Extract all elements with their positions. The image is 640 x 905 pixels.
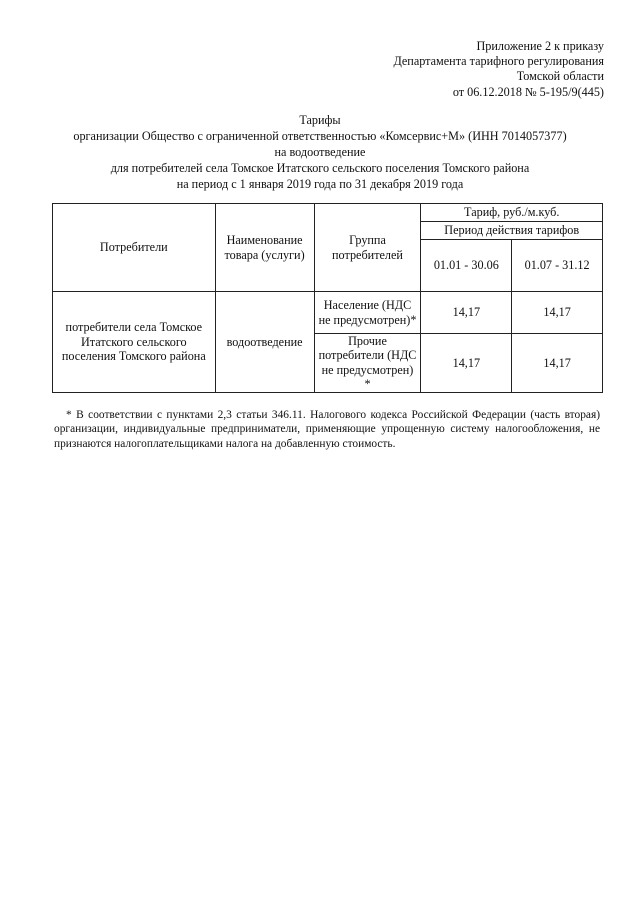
appendix-line: Приложение 2 к приказу: [476, 39, 604, 53]
header-product: Наименование товара (услуги): [215, 204, 314, 292]
header-tariff: Тариф, руб./м.куб.: [421, 204, 603, 222]
document-title: [40, 112, 600, 192]
tariff-value-cell: 14,17: [512, 292, 603, 334]
consumer-cell: потребители села Томское Итатского сельского поселения Томского района: [53, 292, 216, 393]
period-line: на период с 1 января 2019 года по 31 декабря 2019 года: [176, 177, 464, 191]
header-consumers: Потребители: [53, 204, 216, 292]
tariff-value-cell: 14,17: [512, 334, 603, 393]
header-group: Группа потребителей: [314, 204, 421, 292]
consumers-line: для потребителей села Томское Итатского сельского поселения Томского района: [110, 161, 530, 175]
order-appendix-header: [393, 39, 604, 100]
title-heading: Тарифы: [299, 113, 341, 127]
vat-footnote: * В соответствии с пунктами 2,3 статьи 346.11. Налогового кодекса Российской Федерации (часть вторая) организации, индивидуальные предприниматели, применяющие упрощенную систему налогообложения, не признаются налогоплательщиками налога на добавленную стоимость.: [54, 409, 600, 450]
header-period: Период действия тарифов: [421, 222, 603, 240]
header-period-2: 01.07 - 31.12: [512, 240, 603, 292]
table-row: [53, 292, 603, 334]
group-cell: Прочие потребители (НДС не предусмотрен) *: [314, 334, 421, 393]
order-date-number: от 06.12.2018 № 5-195/9(445): [452, 84, 604, 99]
header-period-1: 01.01 - 30.06: [421, 240, 512, 292]
department-line: Департамента тарифного регулирования: [393, 54, 604, 69]
group-cell: Население (НДС не предусмотрен)*: [314, 292, 421, 334]
product-cell: водоотведение: [215, 292, 314, 393]
tariff-table: [52, 203, 603, 393]
region-line: Томской области: [516, 69, 604, 84]
table-header-row: [53, 204, 603, 222]
tariff-value-cell: 14,17: [421, 292, 512, 334]
service-line: на водоотведение: [274, 145, 366, 159]
organization-line: организации Общество с ограниченной ответственностью «Комсервис+М» (ИНН 7014057377): [73, 129, 567, 143]
tariff-value-cell: 14,17: [421, 334, 512, 393]
